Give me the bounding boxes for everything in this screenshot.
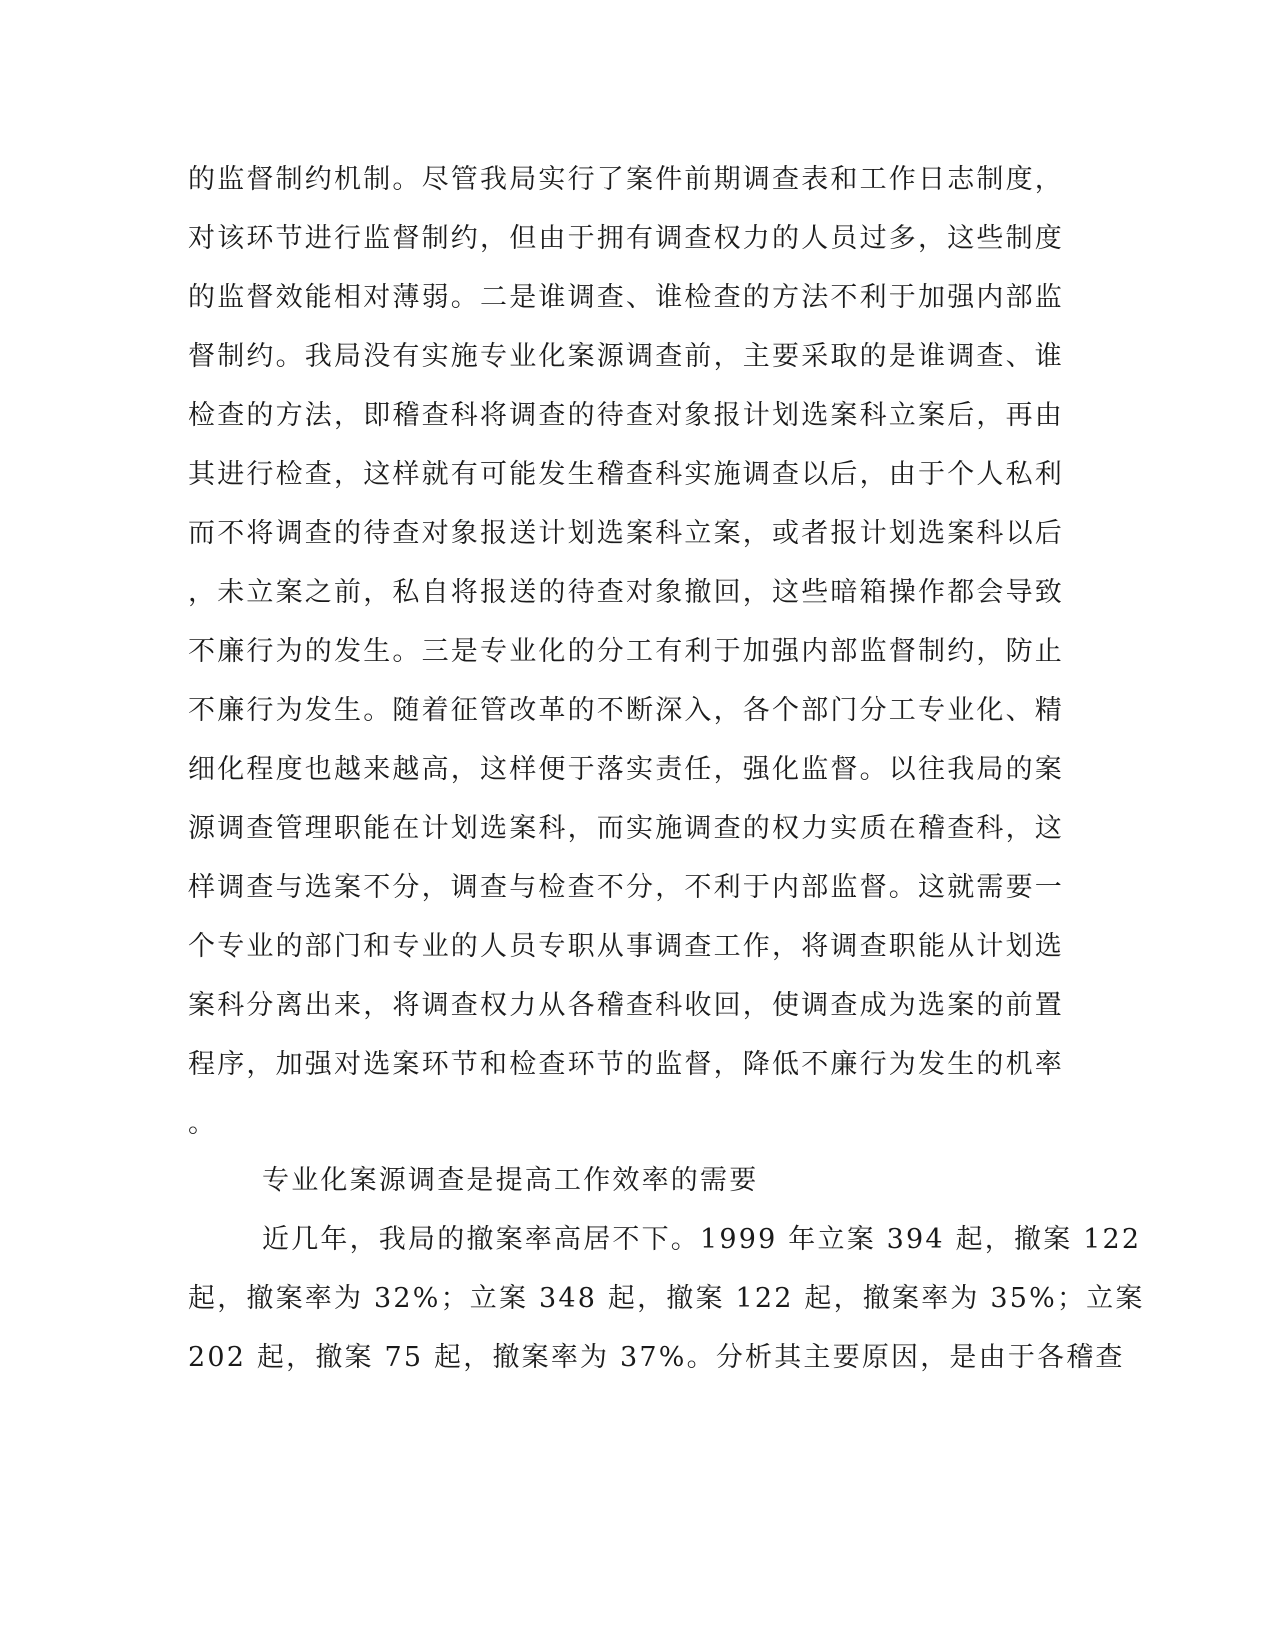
section-heading: 专业化案源调查是提高工作效率的需要 [262,1165,759,1196]
paragraph-line: 的监督制约机制。尽管我局实行了案件前期调查表和工作日志制度， [188,164,1064,195]
paragraph-line: 其进行检查，这样就有可能发生稽查科实施调查以后，由于个人私利 [188,459,1064,490]
paragraph-line: 202 起，撤案 75 起，撤案率为 37%。分析其主要原因，是由于各稽查 [188,1342,1125,1373]
paragraph-line: 源调查管理职能在计划选案科，而实施调查的权力实质在稽查科，这 [188,813,1064,844]
paragraph-line: 近几年，我局的撤案率高居不下。1999 年立案 394 起，撤案 122 [262,1224,1142,1255]
paragraph-line: 不廉行为的发生。三是专业化的分工有利于加强内部监督制约，防止 [188,636,1064,667]
paragraph-line: 而不将调查的待查对象报送计划选案科立案，或者报计划选案科以后 [188,518,1064,549]
paragraph-line: 细化程度也越来越高，这样便于落实责任，强化监督。以往我局的案 [188,754,1064,785]
paragraph-line: 的监督效能相对薄弱。二是谁调查、谁检查的方法不利于加强内部监 [188,282,1064,313]
paragraph-line: 不廉行为发生。随着征管改革的不断深入，各个部门分工专业化、精 [188,695,1064,726]
paragraph-line: 检查的方法，即稽查科将调查的待查对象报计划选案科立案后，再由 [188,400,1064,431]
paragraph-line: 样调查与选案不分，调查与检查不分，不利于内部监督。这就需要一 [188,872,1064,903]
paragraph-line: 。 [188,1108,218,1139]
paragraph-line: 对该环节进行监督制约，但由于拥有调查权力的人员过多，这些制度 [188,223,1064,254]
paragraph-line: 程序，加强对选案环节和检查环节的监督，降低不廉行为发生的机率 [188,1049,1064,1080]
paragraph-line: 个专业的部门和专业的人员专职从事调查工作，将调查职能从计划选 [188,931,1064,962]
paragraph-line: ，未立案之前，私自将报送的待查对象撤回，这些暗箱操作都会导致 [188,577,1064,608]
paragraph-line: 起，撤案率为 32%；立案 348 起，撤案 122 起，撤案率为 35%；立案 [188,1283,1145,1314]
paragraph-line: 案科分离出来，将调查权力从各稽查科收回，使调查成为选案的前置 [188,990,1064,1021]
paragraph-line: 督制约。我局没有实施专业化案源调查前，主要采取的是谁调查、谁 [188,341,1064,372]
